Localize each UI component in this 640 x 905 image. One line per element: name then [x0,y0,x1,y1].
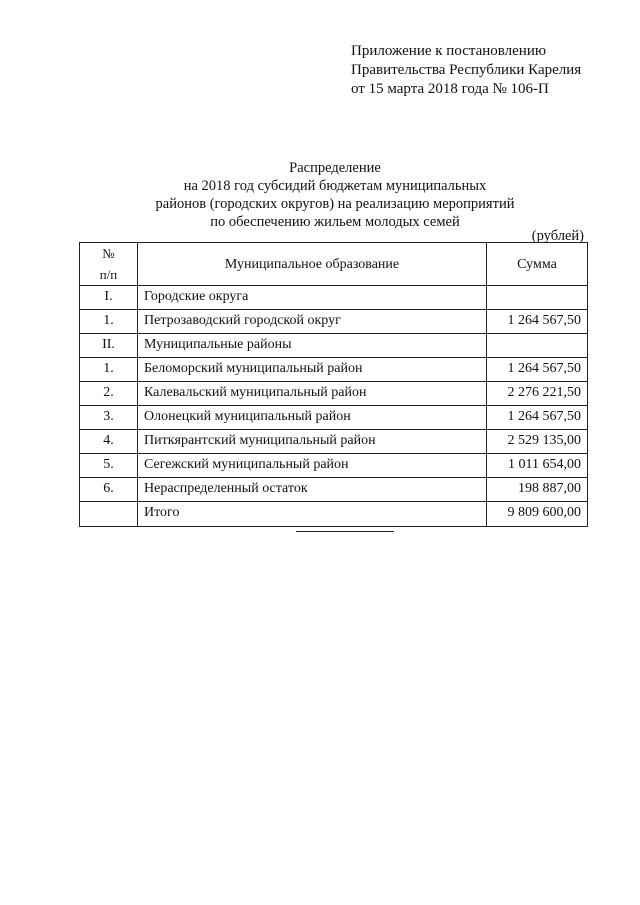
row-number: 4. [80,430,138,454]
row-municipality: Нераспределенный остаток [138,478,487,502]
row-sum: 2 276 221,50 [487,382,588,406]
header-number [80,243,138,286]
row-sum [487,334,588,358]
row-number: 6. [80,478,138,502]
header-number-symbol: № [102,246,115,261]
end-divider [296,531,394,532]
row-number: 2. [80,382,138,406]
title-line-2: на 2018 год субсидий бюджетам муниципальных [183,178,487,194]
table-row [80,478,588,502]
title-line-4: по обеспечению жильем молодых семей [210,214,460,230]
row-number: 1. [80,358,138,382]
row-sum: 1 011 654,00 [487,454,588,478]
table-row [80,310,588,334]
table-row [80,286,588,310]
row-municipality: Городские округа [138,286,487,310]
appendix-line-1: Приложение к постановлению [351,43,547,59]
row-sum: 2 529 135,00 [487,430,588,454]
row-number [80,502,138,527]
row-municipality: Муниципальные районы [138,334,487,358]
row-municipality: Беломорский муниципальный район [138,358,487,382]
table-row [80,382,588,406]
document-title [80,159,590,231]
row-sum: 1 264 567,50 [487,358,588,382]
table-row [80,454,588,478]
title-line-1: Распределение [289,160,381,176]
distribution-table [79,242,588,527]
appendix-line-3: от 15 марта 2018 года № 106-П [351,81,549,97]
row-municipality: Петрозаводский городской округ [138,310,487,334]
row-number: II. [80,334,138,358]
appendix-heading [351,42,581,99]
row-number: 3. [80,406,138,430]
table-total-row [80,502,588,527]
header-municipality: Муниципальное образование [138,243,487,286]
row-number: I. [80,286,138,310]
row-sum: 1 264 567,50 [487,406,588,430]
row-sum [487,286,588,310]
table-row [80,358,588,382]
table-header-row [80,243,588,286]
units-label: (рублей) [531,228,584,244]
title-line-3: районов (городских округов) на реализацию мероприятий [155,196,515,212]
row-municipality: Калевальский муниципальный район [138,382,487,406]
header-sum: Сумма [487,243,588,286]
appendix-line-2: Правительства Республики Карелия [351,62,582,78]
row-municipality: Олонецкий муниципальный район [138,406,487,430]
row-municipality: Сегежский муниципальный район [138,454,487,478]
header-number-abbr: п/п [99,267,118,282]
row-number: 5. [80,454,138,478]
row-sum: 9 809 600,00 [487,502,588,527]
table-row [80,406,588,430]
row-municipality: Питкярантский муниципальный район [138,430,487,454]
row-sum: 198 887,00 [487,478,588,502]
row-sum: 1 264 567,50 [487,310,588,334]
table-row [80,334,588,358]
row-number: 1. [80,310,138,334]
table-row [80,430,588,454]
row-municipality: Итого [138,502,487,527]
